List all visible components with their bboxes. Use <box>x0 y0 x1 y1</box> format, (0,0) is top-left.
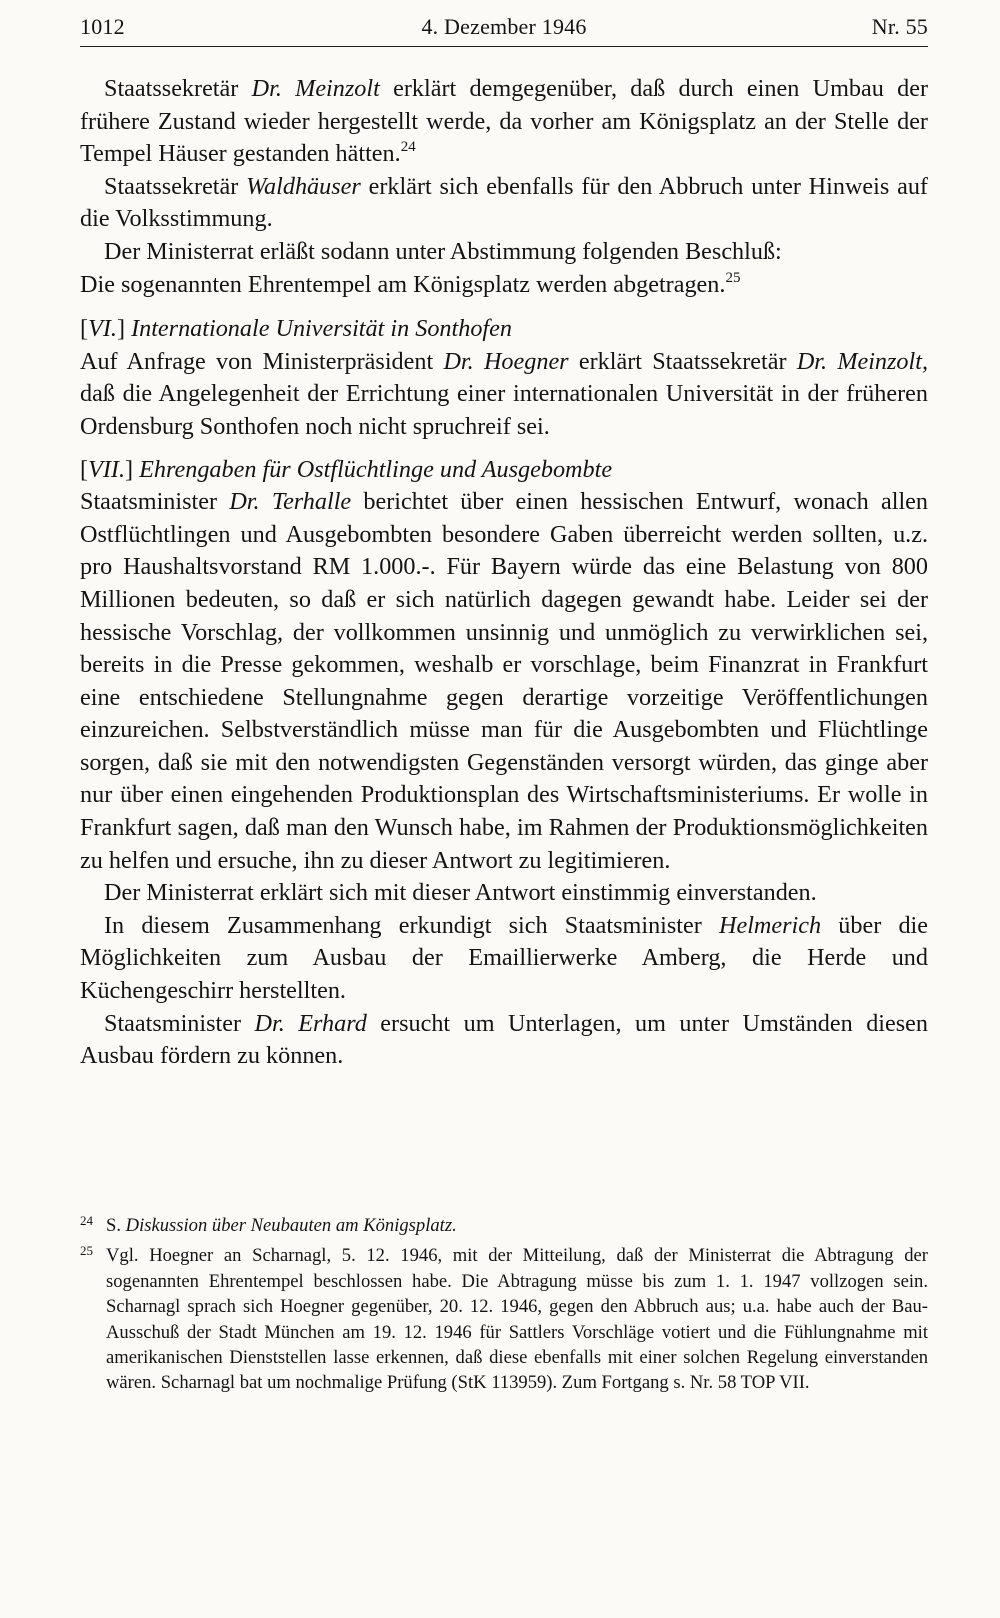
text-run: erklärt demgegenüber, daß durch einen Umbau der frühere Zustand wieder hergestellt werde, da vorher am Königsplatz an der Stelle der Tempel Häuser gestanden hätten. <box>80 75 928 168</box>
paragraph-terhalle <box>80 486 928 877</box>
text-run: In diesem Zusammenhang erkundigt sich Staatsminister <box>104 911 719 939</box>
text-run: Staatssekretär <box>104 75 252 102</box>
footnote-ref-25[interactable]: 25 <box>725 269 741 286</box>
main-text <box>80 73 928 1073</box>
footnote-text: Vgl. Hoegner an Scharnagl, 5. 12. 1946, mit der Mitteilung, daß der Ministerrat die Abtragung der sogenannten Ehrentempel beschlossen habe. Die Abtragung müsse bis zum 1. 1. 1947 vollzogen sein. Scharnagl sprach sich Hoegner gegenüber, 20. 12. 1946, gegen den Abbruch aus; u.a. habe auch der Bau-Ausschuß der Stadt München am 19. 12. 1946 für Sattlers Vorschläge votiert und die Fühlungnahme mit amerikanischen Dienststellen lasse erkennen, daß diese ebenfalls mit einer solchen Regelung einverstanden wären. Scharnagl bat um nochmalige Prüfung (StK 113959). Zum Fortgang s. Nr. 58 TOP VII. <box>106 1245 928 1394</box>
section-heading-vii <box>80 454 928 487</box>
text-run: berichtet über einen hessischen Entwurf, wonach allen Ostflüchtlingen und Ausgebombten besondere Gaben überreicht werden sollten, u.z. pro Haushaltsvorstand RM 1.000.-. Für Bayern würde das eine Belastung von 800 Millionen bedeuten, so daß er sich natürlich dagegen gewandt habe. Leider sei der hessische Vorschlag, der vollkommen unsinnig und unmöglich zu verwirklichen sei, bereits in die Presse gekommen, weshalb er vorschlage, beim Finanzrat in Frankfurt eine entschiedene Stellungnahme gegen derartige vorzeitige Veröffentlichungen einzureichen. Selbstverständlich müsse man für die Ausgebombten und Flüchtlinge sorgen, daß sie mit den notwendigsten Gegenständen versorgt würden, das ginge aber nur über einen eingehenden Produktionsplan des Wirtschaftsministeriums. Er wolle in Frankfurt sagen, daß man den Wunsch habe, im Rahmen der Produktionsmöglichkeiten zu helfen und ersuche, ihn zu dieser Antwort zu legitimieren. <box>80 488 928 874</box>
bracket: ] <box>116 315 132 343</box>
footnote-text: S. <box>106 1215 126 1236</box>
footnote-25 <box>80 1243 928 1395</box>
section-number: VII. <box>88 455 125 483</box>
header-rule <box>80 46 928 47</box>
page-number: 1012 <box>80 14 125 39</box>
paragraph-helmerich <box>80 910 928 1008</box>
text-run: Der Ministerrat erläßt sodann unter Abstimmung folgenden Beschluß: <box>104 237 782 265</box>
person-name: Dr. Erhard <box>254 1009 367 1037</box>
text-run: erklärt sich ebenfalls für den Abbruch unter Hinweis auf die Volksstimmung. <box>80 172 928 233</box>
paragraph-waldhaeuser <box>80 171 928 236</box>
text-run: erklärt Staatssekretär <box>568 347 797 375</box>
text-run: Staatsminister <box>80 488 230 516</box>
section-title: Internationale Universität in Sonthofen <box>131 315 512 343</box>
running-header <box>80 14 928 44</box>
section-heading-vi <box>80 313 928 346</box>
person-name: Dr. Terhalle <box>229 488 352 516</box>
footnotes <box>80 1213 928 1396</box>
paragraph-erhard <box>80 1008 928 1073</box>
bracket: ] <box>125 455 140 483</box>
person-name: Waldhäuser <box>246 172 361 200</box>
footnote-number: 24 <box>80 1213 93 1228</box>
person-name: Helmerich <box>719 911 822 939</box>
footnote-number: 25 <box>80 1243 93 1259</box>
issue-number: Nr. 55 <box>871 14 928 39</box>
footnote-ref-24[interactable]: 24 <box>400 139 416 156</box>
paragraph-meinzolt <box>80 73 928 171</box>
paragraph-einverstanden: Der Ministerrat erklärt sich mit dieser Antwort einstimmig einverstanden. <box>104 879 817 907</box>
person-name: Dr. Meinzolt, <box>796 347 929 375</box>
bracket: [ <box>80 455 89 483</box>
paragraph-sonthofen <box>80 346 928 444</box>
text-run: Auf Anfrage von Ministerpräsident <box>80 347 444 375</box>
paragraph-beschluss-text <box>80 269 928 302</box>
bracket: [ <box>80 315 89 343</box>
text-run: daß die Angelegenheit der Errichtung einer internationalen Universität in der früheren Ordensburg Sonthofen noch nicht spruchreif sei. <box>80 380 928 440</box>
person-name: Dr. Meinzolt <box>251 75 380 102</box>
text-run: Staatssekretär <box>104 172 247 200</box>
text-run: über die Möglichkeiten zum Ausbau der Emaillierwerke Amberg, die Herde und Küchengeschirr herstellten. <box>80 911 928 1005</box>
text-run: Die sogenannten Ehrentempel am Königsplatz werden abgetragen. <box>80 270 726 298</box>
text-run: Staatsminister <box>104 1009 255 1037</box>
footnote-24 <box>80 1213 928 1238</box>
paragraph-beschluss <box>80 236 928 269</box>
document-page <box>80 0 928 1618</box>
section-number: VI. <box>88 315 117 343</box>
text-run: ersucht um Unterlagen, um unter Umständen diesen Ausbau fördern zu können. <box>80 1009 928 1070</box>
person-name: Dr. Hoegner <box>443 347 569 375</box>
section-title: Ehrengaben für Ostflüchtlinge und Ausgebombte <box>139 455 613 483</box>
footnote-title: Diskussion über Neubauten am Königsplatz. <box>125 1215 457 1236</box>
header-date: 4. Dezember 1946 <box>421 14 587 39</box>
